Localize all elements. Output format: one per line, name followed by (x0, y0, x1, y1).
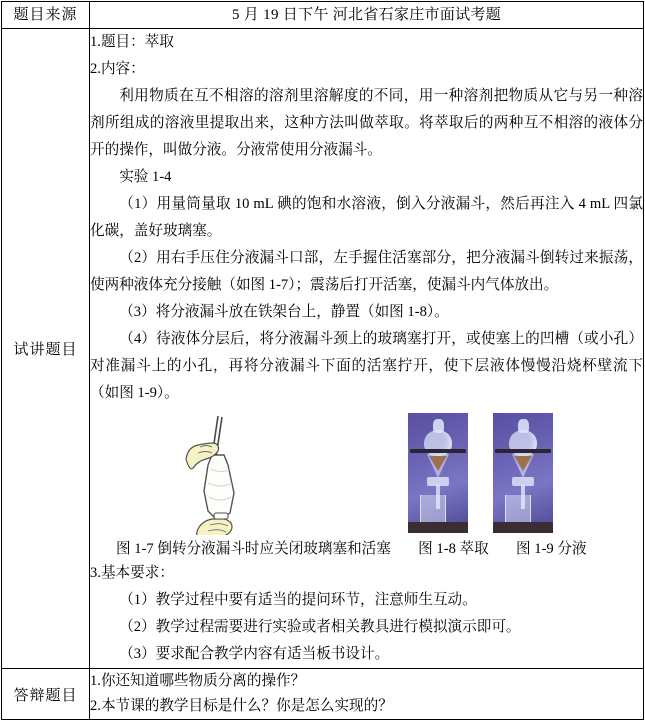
photo1-beaker (420, 495, 446, 524)
photo2-clamp (495, 449, 551, 453)
row-label-defense (2, 669, 90, 720)
defense-question-2: 2.本节课的教学目标是什么？你是怎么实现的？ (90, 698, 393, 714)
requirements-label-line: 3.基本要求： (90, 565, 174, 581)
caption-figure-1-7: 图 1-7 倒转分液漏斗时应关闭玻璃塞和活塞 (116, 541, 391, 557)
photo1-clamp (410, 449, 466, 453)
photo2-beaker (505, 495, 531, 524)
photo1-bench (408, 522, 468, 533)
photo2-bench (493, 522, 553, 533)
teaching-topic-content (90, 29, 644, 669)
source-label-text: 题目来源 (13, 7, 78, 23)
teaching-topic-label-text: 试讲题目 (13, 342, 78, 358)
photo-separation-image (493, 413, 553, 533)
photo-extraction-image (408, 413, 468, 533)
defense-label-text: 答辩题目 (13, 687, 78, 704)
hand-drawn-inverted-funnel-icon (178, 413, 256, 535)
topic-title-line: 1.题目：萃取 (90, 34, 174, 50)
caption-figure-1-8: 图 1-8 萃取 (418, 541, 489, 557)
experiment-step-2: （2）用右手压住分液漏斗口部，左手握住活塞部分，把分液漏斗倒转过来振荡，使两种液体充分接触（如图 1-7）；震荡后打开活塞，使漏斗内气体放出。 (90, 250, 643, 293)
figure-strip (90, 409, 643, 537)
defense-question-1: 1.你还知道哪些物质分离的操作？ (90, 673, 306, 689)
exam-table (1, 1, 644, 720)
table-row-defense (2, 669, 644, 720)
row-label-teaching-topic (2, 29, 90, 669)
requirement-item-2: （2）教学过程需要进行实验或者相关教具进行模拟演示即可。 (119, 619, 521, 635)
photo2-liquid-layer (514, 456, 532, 471)
content-paragraph-definition: 利用物质在互不相溶的溶剂里溶解度的不同，用一种溶剂把物质从它与另一种溶剂所组成的溶液里提取出来，这种方法叫做萃取。将萃取后的两种互不相溶的液体分开的操作，叫做分液。分液常使用分液漏斗。 (90, 88, 643, 158)
source-value-cell (90, 2, 644, 29)
photo1-liquid-layer (429, 456, 447, 471)
experiment-heading: 实验 1-4 (119, 169, 172, 185)
content-label-line: 2.内容： (90, 61, 145, 77)
source-value-text: 5 月 19 日下午 河北省石家庄市面试考题 (231, 7, 502, 23)
caption-figure-1-9: 图 1-9 分液 (516, 541, 587, 557)
figure-captions (90, 538, 643, 560)
table-row-source (2, 2, 644, 29)
defense-content (90, 669, 644, 720)
row-label-source (2, 2, 90, 29)
experiment-step-1: （1）用量筒量取 10 mL 碘的饱和水溶液，倒入分液漏斗，然后再注入 4 mL 四氯化碳，盖好玻璃塞。 (90, 196, 643, 239)
requirement-item-3: （3）要求配合教学内容有适当板书设计。 (119, 646, 390, 662)
table-row-teaching-topic (2, 29, 644, 669)
exam-sheet-page (0, 1, 645, 714)
experiment-step-3: （3）将分液漏斗放在铁架台上，静置（如图 1-8）。 (119, 304, 449, 320)
requirement-item-1: （1）教学过程中要有适当的提问环节，注意师生互动。 (119, 592, 477, 608)
experiment-step-4: （4）待液体分层后，将分液漏斗颈上的玻璃塞打开，或使塞上的凹槽（或小孔）对准漏斗上的小孔，再将分液漏斗下面的活塞拧开，使下层液体慢慢沿烧杯壁流下（如图 1-9）。 (90, 331, 643, 401)
